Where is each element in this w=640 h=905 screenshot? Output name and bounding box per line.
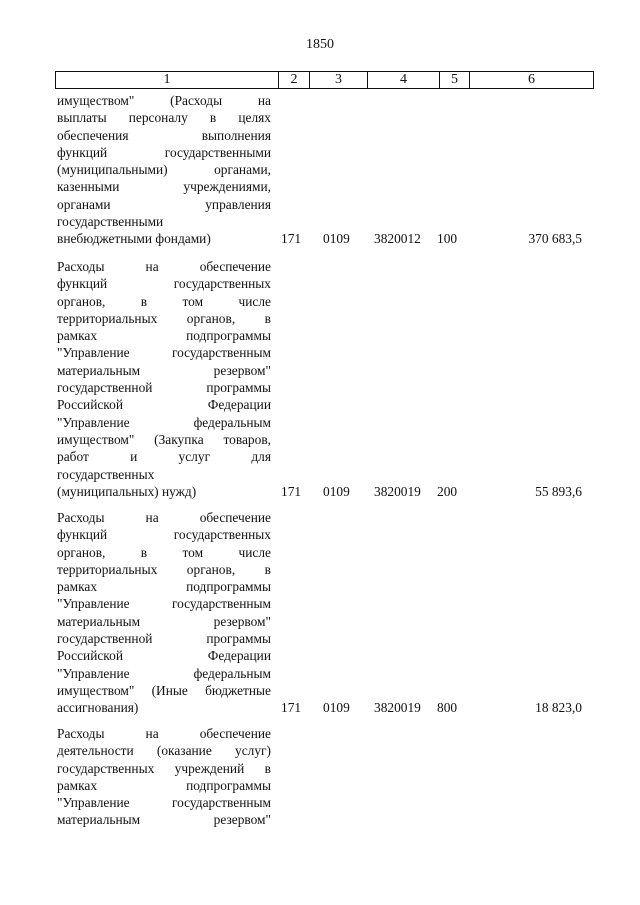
code-target-article: 3820012 xyxy=(374,231,421,246)
description-line: имуществом" (Закупка товаров, xyxy=(57,431,271,447)
description-line: Российской Федерации xyxy=(57,397,271,413)
description-line: материальным резервом" xyxy=(57,812,271,828)
description-line: имуществом" (Расходы на xyxy=(57,93,271,108)
description-line: деятельности (оказание услуг) xyxy=(57,743,271,759)
description-line: государственной программы xyxy=(57,631,271,647)
description-line: Расходы на обеспечение xyxy=(57,259,271,274)
row-description xyxy=(57,509,271,717)
description-line: государственной программы xyxy=(57,380,271,396)
description-line: органами управления xyxy=(57,196,271,212)
code-target-article: 3820019 xyxy=(374,700,421,715)
description-line: казенными учреждениями, xyxy=(57,179,271,195)
description-line: выплаты персоналу в целях xyxy=(57,110,271,126)
description-line: органов, в том числе xyxy=(57,293,271,309)
description-line: "Управление государственным xyxy=(57,345,271,361)
row-description xyxy=(57,725,271,829)
column-header-table xyxy=(55,71,594,89)
description-line: территориальных органов, в xyxy=(57,310,271,326)
amount-value: 18 823,0 xyxy=(535,700,582,715)
description-line: "Управление государственным xyxy=(57,795,271,811)
description-line: ассигнования) xyxy=(57,700,139,716)
description-line: материальным резервом" xyxy=(57,362,271,378)
description-line: Расходы на обеспечение xyxy=(57,510,271,525)
description-line: обеспечения выполнения xyxy=(57,127,271,143)
description-line: государственными xyxy=(57,214,164,230)
amount-value: 55 893,6 xyxy=(535,484,582,499)
description-line: рамках подпрограммы xyxy=(57,777,271,793)
code-expense-type: 800 xyxy=(437,700,458,715)
amount-value: 370 683,5 xyxy=(528,231,582,246)
description-line: работ и услуг для xyxy=(57,449,271,465)
row-description xyxy=(57,258,271,500)
column-header-2: 2 xyxy=(279,72,310,89)
description-line: функций государственных xyxy=(57,527,271,543)
description-line: государственных учреждений в xyxy=(57,760,271,776)
description-line: органов, в том числе xyxy=(57,544,271,560)
description-line: "Управление федеральным xyxy=(57,665,271,681)
description-line: (муниципальных) нужд) xyxy=(57,483,197,499)
column-header-6: 6 xyxy=(470,72,594,89)
description-line: территориальных органов, в xyxy=(57,561,271,577)
code-section: 0109 xyxy=(323,700,350,715)
description-line: рамках подпрограммы xyxy=(57,579,271,595)
code-ministry: 171 xyxy=(281,231,302,246)
column-header-row xyxy=(56,72,594,89)
description-line: Расходы на обеспечение xyxy=(57,726,271,741)
column-header-5: 5 xyxy=(440,72,470,89)
description-line: Российской Федерации xyxy=(57,648,271,664)
description-line: государственных xyxy=(57,466,155,482)
code-expense-type: 100 xyxy=(437,231,458,246)
description-line: имуществом" (Иные бюджетные xyxy=(57,682,271,698)
description-line: функций государственных xyxy=(57,276,271,292)
description-line: (муниципальными) органами, xyxy=(57,162,271,178)
description-line: материальным резервом" xyxy=(57,613,271,629)
page-number: 1850 xyxy=(306,37,334,52)
column-header-1: 1 xyxy=(56,72,279,89)
description-line: внебюджетными фондами) xyxy=(57,231,211,247)
description-line: функций государственными xyxy=(57,144,271,160)
code-ministry: 171 xyxy=(281,700,302,715)
code-ministry: 171 xyxy=(281,484,302,499)
code-target-article: 3820019 xyxy=(374,484,421,499)
code-section: 0109 xyxy=(323,484,350,499)
description-line: "Управление федеральным xyxy=(57,414,271,430)
column-header-3: 3 xyxy=(310,72,368,89)
row-description xyxy=(57,92,271,248)
description-line: рамках подпрограммы xyxy=(57,328,271,344)
code-section: 0109 xyxy=(323,231,350,246)
column-header-4: 4 xyxy=(368,72,440,89)
description-line: "Управление государственным xyxy=(57,596,271,612)
code-expense-type: 200 xyxy=(437,484,458,499)
